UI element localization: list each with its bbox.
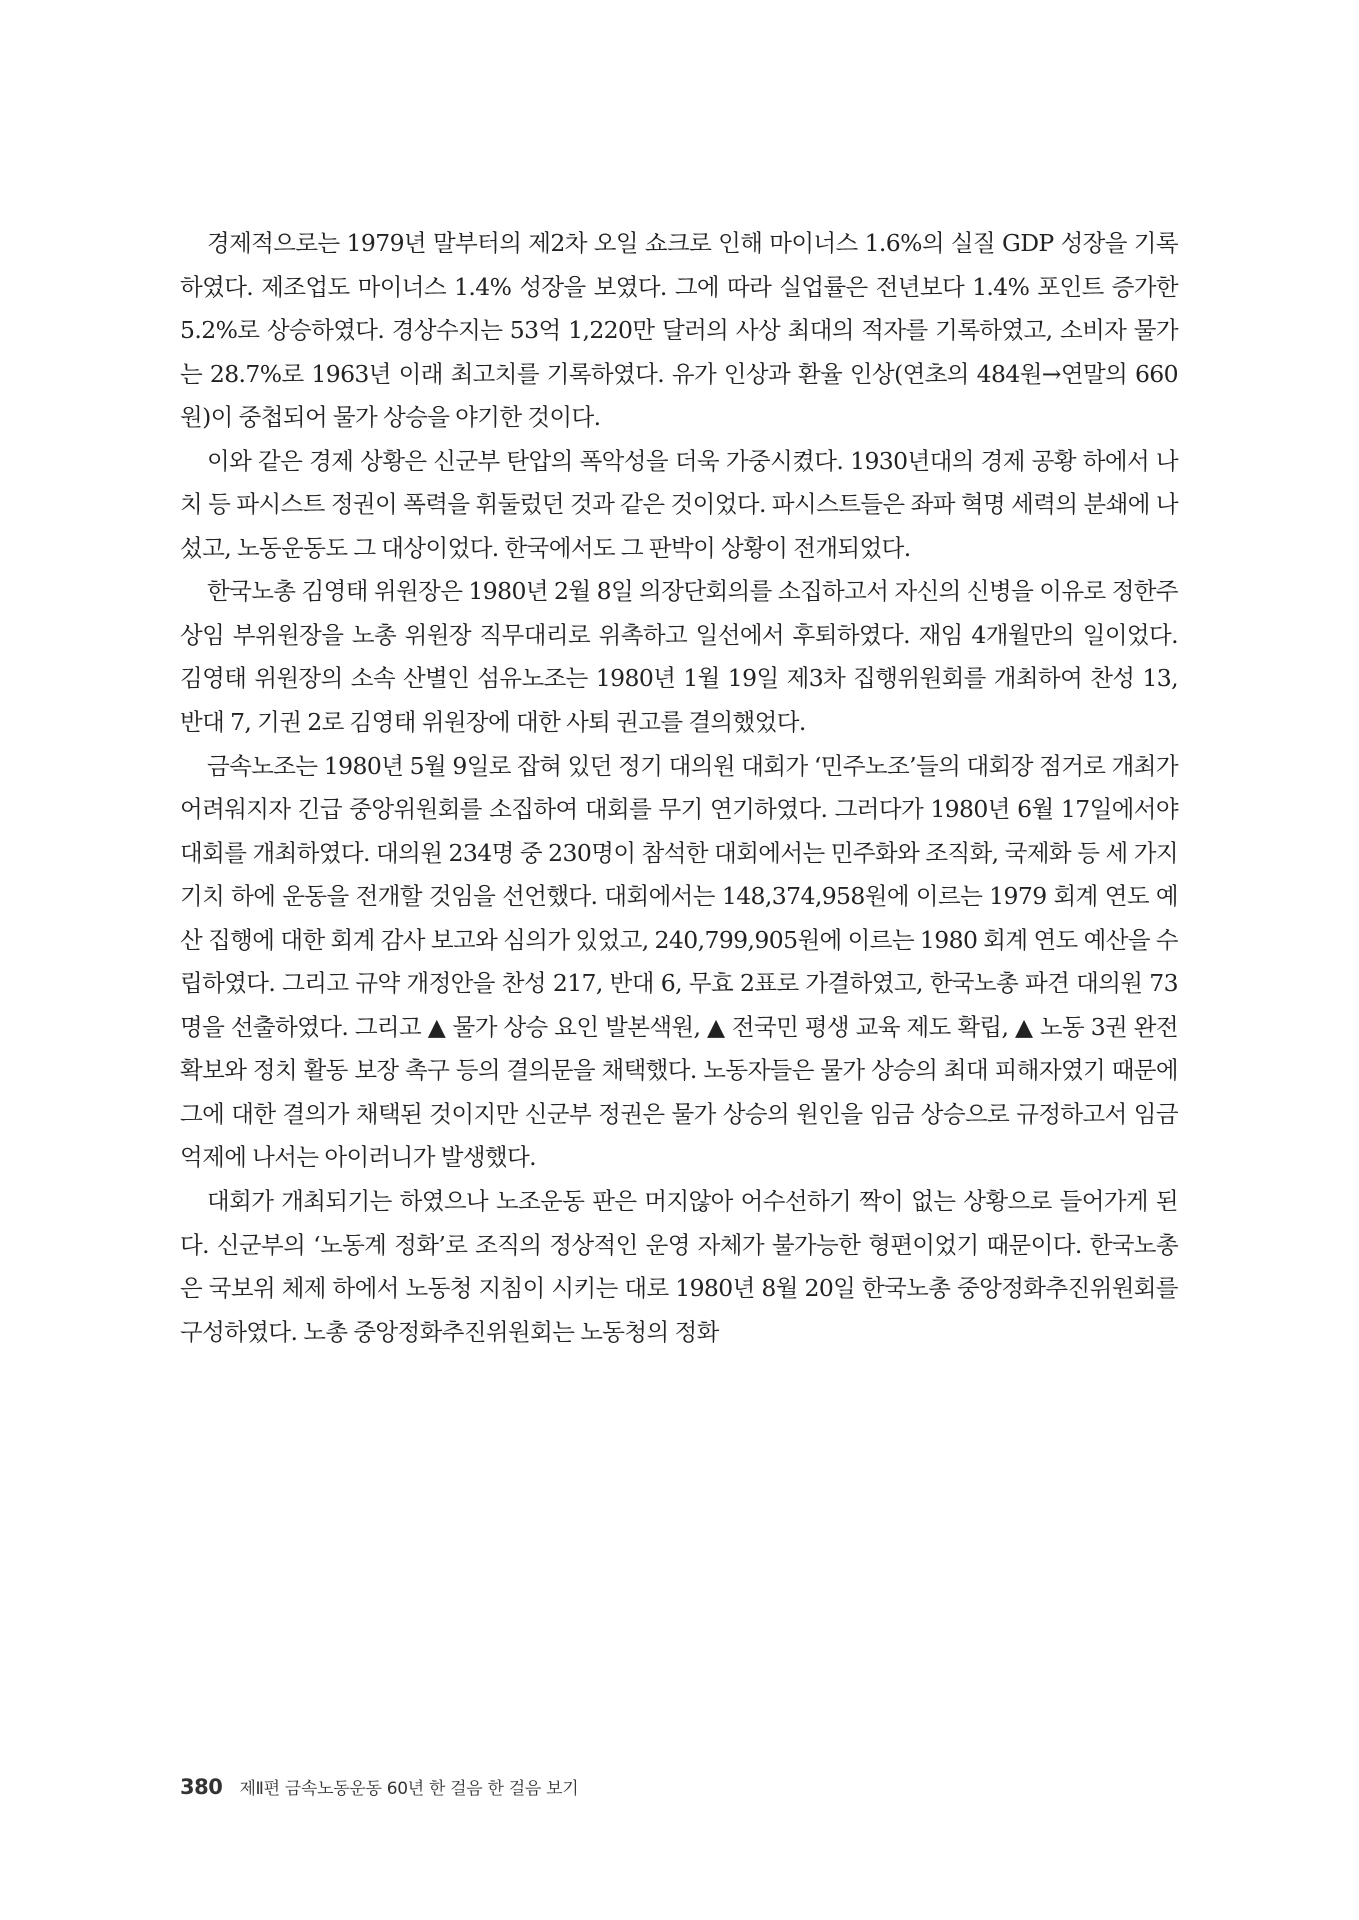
body-text bbox=[180, 222, 1178, 1354]
page-footer bbox=[180, 1774, 578, 1799]
paragraph-economy: 경제적으로는 1979년 말부터의 제2차 오일 쇼크로 인해 마이너스 1.6%의 실질 GDP 성장을 기록하였다. 제조업도 마이너스 1.4% 성장을 보였다. 그에 따라 실업률은 전년보다 1.4% 포인트 증가한 5.2%로 상승하였다. 경상수지는 53억 1,220만 달러의 사상 최대의 적자를 기록하였고, 소비자 물가는 28.7%로 1963년 이래 최고치를 기록하였다. 유가 인상과 환율 인상(연초의 484원→연말의 660원)이 중첩되어 물가 상승을 야기한 것이다. bbox=[180, 229, 1178, 432]
paragraph-labor-purification: 대회가 개최되기는 하였으나 노조운동 판은 머지않아 어수선하기 짝이 없는 상황으로 들어가게 된다. 신군부의 ‘노동계 정화’로 조직의 정상적인 운영 자체가 불가능한 형편이었기 때문이다. 한국노총은 국보위 체제 하에서 노동청 지침이 시키는 대로 1980년 8월 20일 한국노총 중앙정화추진위원회를 구성하였다. 노총 중앙정화추진위원회는 노동청의 정화 bbox=[180, 1187, 1178, 1346]
paragraph-fktu-chairman: 한국노총 김영태 위원장은 1980년 2월 8일 의장단회의를 소집하고서 자신의 신병을 이유로 정한주 상임 부위원장을 노총 위원장 직무대리로 위촉하고 일선에서 후퇴하였다. 재임 4개월만의 일이었다. 김영태 위원장의 소속 산별인 섬유노조는 1980년 1월 19일 제3차 집행위원회를 개최하여 찬성 13, 반대 7, 기권 2로 김영태 위원장에 대한 사퇴 권고를 결의했었다. bbox=[180, 577, 1178, 737]
paragraph-metal-union-convention: 금속노조는 1980년 5월 9일로 잡혀 있던 정기 대의원 대회가 ‘민주노조’들의 대회장 점거로 개최가 어려워지자 긴급 중앙위원회를 소집하여 대회를 무기 연기하였다. 그러다가 1980년 6월 17일에서야 대회를 개최하였다. 대의원 234명 중 230명이 참석한 대회에서는 민주화와 조직화, 국제화 등 세 가지 기치 하에 운동을 전개할 것임을 선언했다. 대회에서는 148,374,958원에 이르는 1979 회계 연도 예산 집행에 대한 회계 감사 보고와 심의가 있었고, 240,799,905원에 이르는 1980 회계 연도 예산을 수립하였다. 그리고 규약 개정안을 찬성 217, 반대 6, 무효 2표로 가결하였고, 한국노총 파견 대의원 73명을 선출하였다. 그리고 ▲ 물가 상승 요인 발본색원, ▲ 전국민 평생 교육 제도 확립, ▲ 노동 3권 완전 확보와 정치 활동 보장 촉구 등의 결의문을 채택했다. 노동자들은 물가 상승의 최대 피해자였기 때문에 그에 대한 결의가 채택된 것이지만 신군부 정권은 물가 상승의 원인을 임금 상승으로 규정하고서 임금 억제에 나서는 아이러니가 발생했다. bbox=[180, 751, 1178, 1172]
page-number: 380 bbox=[180, 1775, 223, 1799]
running-title: 제Ⅱ편 금속노동운동 60년 한 걸음 한 걸음 보기 bbox=[239, 1779, 579, 1799]
paragraph-fascism-comparison: 이와 같은 경제 상황은 신군부 탄압의 폭악성을 더욱 가중시켰다. 1930년대의 경제 공황 하에서 나치 등 파시스트 정권이 폭력을 휘둘렀던 것과 같은 것이었다. 파시스트들은 좌파 혁명 세력의 분쇄에 나섰고, 노동운동도 그 대상이었다. 한국에서도 그 판박이 상황이 전개되었다. bbox=[180, 446, 1178, 562]
